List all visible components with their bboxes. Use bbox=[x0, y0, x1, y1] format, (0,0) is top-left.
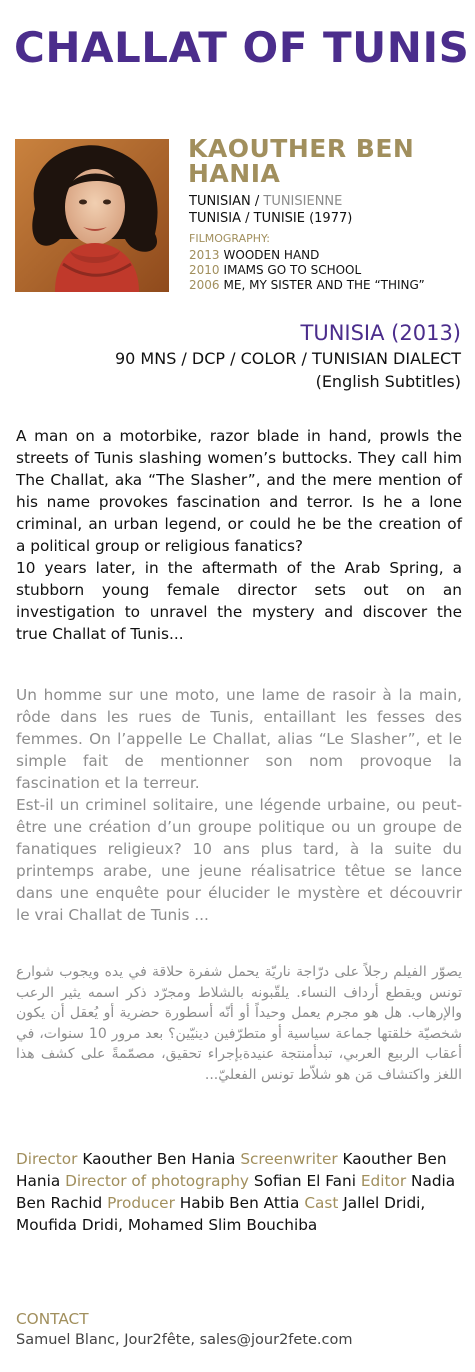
nationality-line bbox=[189, 193, 342, 210]
filmography-title: IMAMS GO TO SCHOOL bbox=[223, 263, 362, 277]
filmography-item bbox=[189, 263, 425, 278]
credit-role: Producer bbox=[107, 1194, 175, 1212]
filmography-item bbox=[189, 278, 425, 293]
filmography-title: WOODEN HAND bbox=[223, 248, 320, 262]
filmography-title: ME, MY SISTER AND THE “THING” bbox=[223, 278, 425, 292]
credit-name: Habib Ben Attia bbox=[179, 1194, 300, 1212]
credit-name: Jallel Dridi, Moufida Dridi, Mohamed Slim Bouchiba bbox=[16, 1194, 426, 1234]
credit-role: Editor bbox=[360, 1172, 407, 1190]
synopsis-paragraph: Un homme sur une moto, une lame de rasoir à la main, rôde dans les rues de Tunis, entaillant les fesses des femmes. On l’appelle Le Challat, alias “Le Slasher”, et le simple fait de mentionner son nom provoque la fascination et la terreur. bbox=[16, 686, 462, 792]
credits-block bbox=[16, 1148, 462, 1236]
credit-name: Kaouther Ben Hania bbox=[82, 1150, 236, 1168]
credit-role: Screenwriter bbox=[240, 1150, 338, 1168]
credit-name: Sofian El Fani bbox=[253, 1172, 356, 1190]
film-specs: 90 MNS / DCP / COLOR / TUNISIAN DIALECT bbox=[114, 349, 461, 368]
filmography-list bbox=[189, 248, 425, 293]
synopsis-paragraph: Est-il un criminel solitaire, une légende urbaine, ou peut-être une création d’un groupe politique ou un groupe de fanatiques religieux? 10 ans plus tard, à la suite du printemps arabe, une jeune réalisatrice têtue se lance dans une enquête pour élucider le mystère et découvrir le vrai Challat de Tunis ... bbox=[16, 796, 462, 924]
director-portrait bbox=[15, 139, 169, 292]
nationality-en: TUNISIAN / bbox=[189, 194, 260, 209]
credit-role: Director of photography bbox=[65, 1172, 249, 1190]
filmography-year: 2013 bbox=[189, 248, 220, 262]
director-portrait-image bbox=[15, 139, 169, 292]
filmography-item bbox=[189, 248, 425, 263]
origin-line: TUNISIA / TUNISIE (1977) bbox=[189, 211, 353, 226]
country-year: TUNISIA (2013) bbox=[300, 321, 461, 345]
contact-label: CONTACT bbox=[16, 1310, 89, 1328]
synopsis-english bbox=[16, 425, 462, 645]
synopsis-paragraph: 10 years later, in the aftermath of the Arab Spring, a stubborn young female director sets out on an investigation to unravel the mystery and discover the true Challat of Tunis... bbox=[16, 559, 462, 643]
synopsis-paragraph: A man on a motorbike, razor blade in hand, prowls the streets of Tunis slashing women’s buttocks. They call him The Challat, aka “The Slasher”, and the mere mention of his name provokes fascination and terror. Is he a lone criminal, an urban legend, or could he be the creation of a political group or religious fanatics? bbox=[16, 427, 462, 555]
contact-details[interactable]: Samuel Blanc, Jour2fête, sales@jour2fete.com bbox=[16, 1332, 353, 1348]
filmography-label: FILMOGRAPHY: bbox=[189, 232, 270, 245]
credit-role: Director bbox=[16, 1150, 78, 1168]
synopsis-french bbox=[16, 684, 462, 926]
filmography-year: 2010 bbox=[189, 263, 220, 277]
director-name: KAOUTHER BEN HANIA bbox=[188, 134, 415, 188]
synopsis-arabic: يصوّر الفيلم رجلاً على درّاجة ناريّة يحمل شفرة حلاقة في يده ويجوب شوارع تونس ويقطع أرداف النساء. يلقّبونه بالشلاط ومجرّد ذكر اسمه يثير الرعب والإرهاب. هل هو مجرم يعمل وحيداً أو أنّه أسطورة حضرية أو يُعقل أن يكون شخصيّة خلقتها جماعة سياسية أو متطرّفين دينيّين؟ بعد مرور 10 سنوات، في أعقاب الربيع العربي، تبدأمنتجة عنيدةبإجراء تحقيق، مصمّمةً على كشف هذا اللغز واكتشاف مَن هو شلاّط تونس الفعليّ... bbox=[16, 964, 462, 1083]
credit-name: Kaouther Ben Hania bbox=[16, 1150, 447, 1190]
film-title: CHALLAT OF TUNIS bbox=[14, 23, 470, 72]
nationality-fr: TUNISIENNE bbox=[263, 194, 343, 209]
subtitle-info: (English Subtitles) bbox=[315, 372, 461, 391]
filmography-year: 2006 bbox=[189, 278, 220, 292]
credit-role: Cast bbox=[304, 1194, 339, 1212]
credit-name: Nadia Ben Rachid bbox=[16, 1172, 456, 1212]
